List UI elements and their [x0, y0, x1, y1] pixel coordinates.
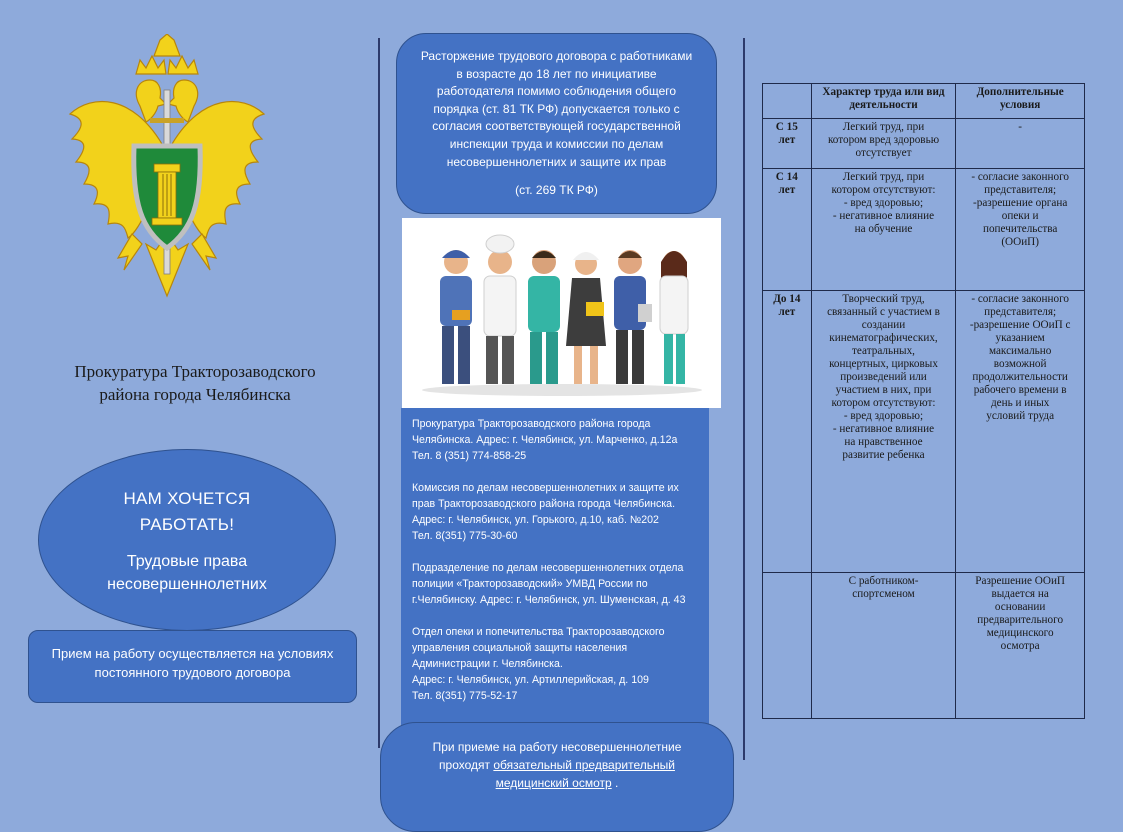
column-divider-right	[743, 38, 745, 760]
age-cell: С 14 лет	[763, 169, 812, 291]
work-cell: Творческий труд, связанный с участием в создании кинематографических, театральных, концертных, цирковых произведений или участием в них, при котором отсутствуют: - вред здоровью; - негативное влияние на нравственное развитие ребенка	[811, 291, 956, 573]
work-rules-table	[762, 83, 1085, 719]
contacts-panel	[401, 408, 709, 728]
medical-exam-link-cont[interactable]: медицинский осмотр	[495, 776, 612, 790]
conditions-cell: - согласие законного представителя; -разрешение органа опеки и попечительства (ООиП)	[956, 169, 1085, 291]
prosecutor-emblem-icon	[62, 34, 272, 304]
contact-guardianship: Отдел опеки и попечительства Тракторозаводского управления социальной защиты населения Администрации г. Челябинска. Адрес: г. Челябинск, ул. Артиллерийская, д. 109 Тел. 8(351) 775-52-17	[412, 626, 665, 702]
banner-subtitle: Трудовые права несовершеннолетних	[107, 553, 267, 593]
age-cell: С 15 лет	[763, 119, 812, 169]
table-row	[763, 169, 1085, 291]
age-cell: До 14 лет	[763, 291, 812, 573]
contact-commission: Комиссия по делам несовершеннолетних и защите их прав Тракторозаводского района города Челябинска. Адрес: г. Челябинск, ул. Горького, д.10, каб. №202 Тел. 8(351) 775-30-60	[412, 482, 679, 542]
contact-police: Подразделение по делам несовершеннолетних отдела полиции «Тракторозаводский» УМВД России по г.Челябинску. Адрес: г. Челябинск, ул. Шуменская, д. 43	[412, 562, 686, 606]
banner-title: НАМ ХОЧЕТСЯ РАБОТАТЬ!	[123, 489, 251, 534]
title-banner	[38, 449, 336, 631]
conditions-cell: - согласие законного представителя; -разрешение ООиП с указанием максимально возможной продолжительности рабочего времени в день и иных условий труда	[956, 291, 1085, 573]
header-age	[763, 84, 812, 119]
age-cell	[763, 573, 812, 719]
table-row	[763, 573, 1085, 719]
workers-illustration-icon	[402, 218, 721, 408]
conditions-cell: Разрешение ООиП выдается на основании предварительного медицинского осмотра	[956, 573, 1085, 719]
conditions-cell: -	[956, 119, 1085, 169]
organization-title: Прокуратура Тракторозаводского района города Челябинска	[74, 362, 316, 404]
contact-prosecutor: Прокуратура Тракторозаводского района города Челябинска. Адрес: г. Челябинск, ул. Марченко, д.12а Тел. 8 (351) 774-858-25	[412, 418, 678, 462]
column-divider-left	[378, 38, 380, 748]
hire-note: Прием на работу осуществляется на условиях постоянного трудового договора	[28, 630, 357, 703]
termination-reference: (ст. 269 ТК РФ)	[515, 183, 598, 198]
work-cell: Легкий труд, при котором отсутствуют: - вред здоровью; - негативное влияние на обучение	[811, 169, 956, 291]
header-work: Характер труда или вид деятельности	[811, 84, 956, 119]
medical-exam-link[interactable]: обязательный предварительный	[493, 758, 675, 772]
header-conditions: Дополнительные условия	[956, 84, 1085, 119]
medical-exam-note: При приеме на работу несовершеннолетние проходят обязательный предварительный медицинский осмотр .	[380, 722, 734, 832]
work-cell: С работником- спортсменом	[811, 573, 956, 719]
table-row	[763, 291, 1085, 573]
table-row	[763, 119, 1085, 169]
table-header-row	[763, 84, 1085, 119]
work-cell: Легкий труд, при котором вред здоровью отсутствует	[811, 119, 956, 169]
termination-note: Расторжение трудового договора с работниками в возрасте до 18 лет по инициативе работодателя помимо соблюдения общего порядка (ст. 81 ТК РФ) допускается только с согласия соответствующей государственной инспекции труда и комиссии по делам несовершеннолетних и защите их прав (ст. 269 ТК РФ)	[396, 33, 717, 214]
